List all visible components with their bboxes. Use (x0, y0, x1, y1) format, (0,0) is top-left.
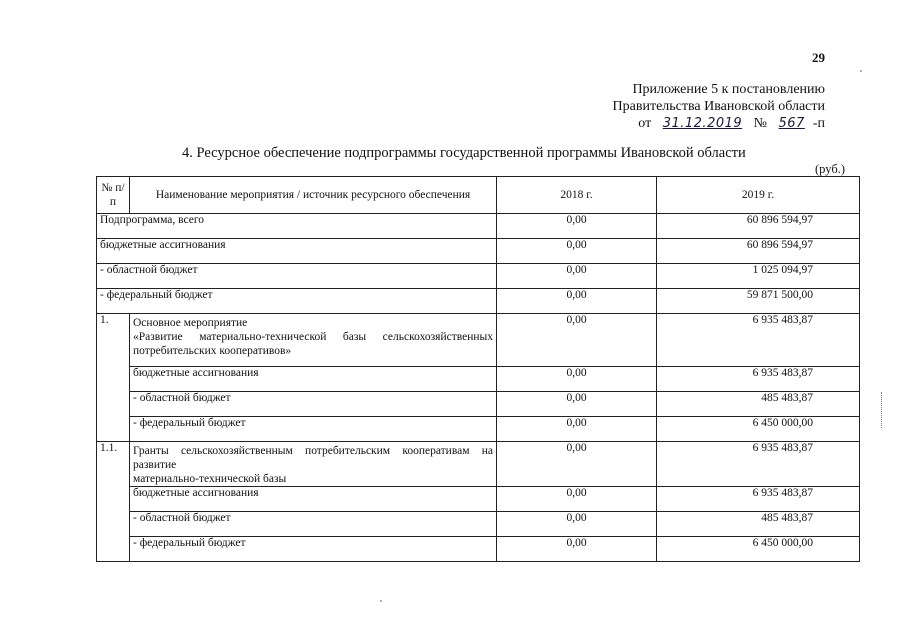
value-2018: 0,00 (497, 314, 657, 367)
row-name: - федеральный бюджет (130, 417, 497, 442)
row-name-line: Основное мероприятие (133, 317, 248, 329)
document-title: 4. Ресурсное обеспечение подпрограммы государственной программы Ивановской области (182, 145, 746, 161)
number-label: № (753, 116, 768, 131)
scan-speck (860, 70, 862, 72)
row-number: 1. (97, 314, 130, 367)
value-2019: 6 935 483,87 (657, 314, 860, 367)
row-name: - областной бюджет (97, 264, 497, 289)
row-name: бюджетные ассигнования (97, 239, 497, 264)
row-number (97, 392, 130, 417)
resource-table (96, 176, 860, 562)
appendix-block (613, 81, 825, 132)
row-name: бюджетные ассигнования (130, 367, 497, 392)
table-body (97, 214, 860, 562)
value-2019: 60 896 594,97 (657, 239, 860, 264)
row-name (130, 314, 497, 367)
handwritten-date: 31.12.2019 (662, 116, 743, 131)
handwritten-number: 567 (778, 116, 805, 131)
table-row (97, 512, 860, 537)
header-2018: 2018 г. (497, 177, 657, 214)
value-2018: 0,00 (497, 417, 657, 442)
row-name: - областной бюджет (130, 512, 497, 537)
value-2019: 6 450 000,00 (657, 417, 860, 442)
row-name: бюджетные ассигнования (130, 487, 497, 512)
row-name-line: материально-технической базы (133, 473, 287, 485)
header-name: Наименование мероприятия / источник ресурсного обеспечения (130, 177, 497, 214)
table-row (97, 417, 860, 442)
value-2019: 6 935 483,87 (657, 367, 860, 392)
scan-speck (380, 600, 382, 602)
row-number (97, 512, 130, 537)
value-2018: 0,00 (497, 264, 657, 289)
value-2019: 1 025 094,97 (657, 264, 860, 289)
table-row (97, 314, 860, 367)
appendix-date-line (613, 115, 825, 132)
table-header-row (97, 177, 860, 214)
value-2018: 0,00 (497, 392, 657, 417)
appendix-line-1: Приложение 5 к постановлению (632, 82, 825, 97)
appendix-line-2: Правительства Ивановской области (612, 99, 825, 114)
currency-unit: (руб.) (815, 162, 845, 176)
row-name (130, 442, 497, 487)
value-2019: 6 935 483,87 (657, 442, 860, 487)
header-2019: 2019 г. (657, 177, 860, 214)
value-2018: 0,00 (497, 239, 657, 264)
value-2018: 0,00 (497, 487, 657, 512)
row-name-line: Гранты сельскохозяйственным потребительским кооперативам на развитие (133, 445, 493, 471)
value-2019: 485 483,87 (657, 512, 860, 537)
row-name-line: потребительских кооперативов» (133, 345, 292, 357)
table-row (97, 239, 860, 264)
value-2018: 0,00 (497, 537, 657, 562)
value-2019: 6 935 483,87 (657, 487, 860, 512)
row-number (97, 537, 130, 562)
row-name: - федеральный бюджет (97, 289, 497, 314)
value-2019: 485 483,87 (657, 392, 860, 417)
row-name-line: «Развитие материально-технической базы сельскохозяйственных (133, 331, 493, 343)
value-2018: 0,00 (497, 512, 657, 537)
header-num: № п/п (97, 177, 130, 214)
value-2018: 0,00 (497, 442, 657, 487)
table-row (97, 367, 860, 392)
number-suffix: -п (812, 116, 825, 131)
value-2019: 60 896 594,97 (657, 214, 860, 239)
row-name: - областной бюджет (130, 392, 497, 417)
value-2019: 6 450 000,00 (657, 537, 860, 562)
page-number: 29 (812, 50, 825, 65)
value-2018: 0,00 (497, 214, 657, 239)
table-row (97, 537, 860, 562)
row-name: Подпрограмма, всего (97, 214, 497, 239)
table-row (97, 214, 860, 239)
table-row (97, 264, 860, 289)
table-row (97, 487, 860, 512)
row-name: - федеральный бюджет (130, 537, 497, 562)
table-row (97, 289, 860, 314)
value-2019: 59 871 500,00 (657, 289, 860, 314)
value-2018: 0,00 (497, 289, 657, 314)
row-number (97, 367, 130, 392)
table-row (97, 442, 860, 487)
from-label: от (638, 116, 652, 131)
row-number (97, 487, 130, 512)
row-number: 1.1. (97, 442, 130, 487)
value-2018: 0,00 (497, 367, 657, 392)
table-row (97, 392, 860, 417)
margin-mark (881, 392, 883, 428)
row-number (97, 417, 130, 442)
